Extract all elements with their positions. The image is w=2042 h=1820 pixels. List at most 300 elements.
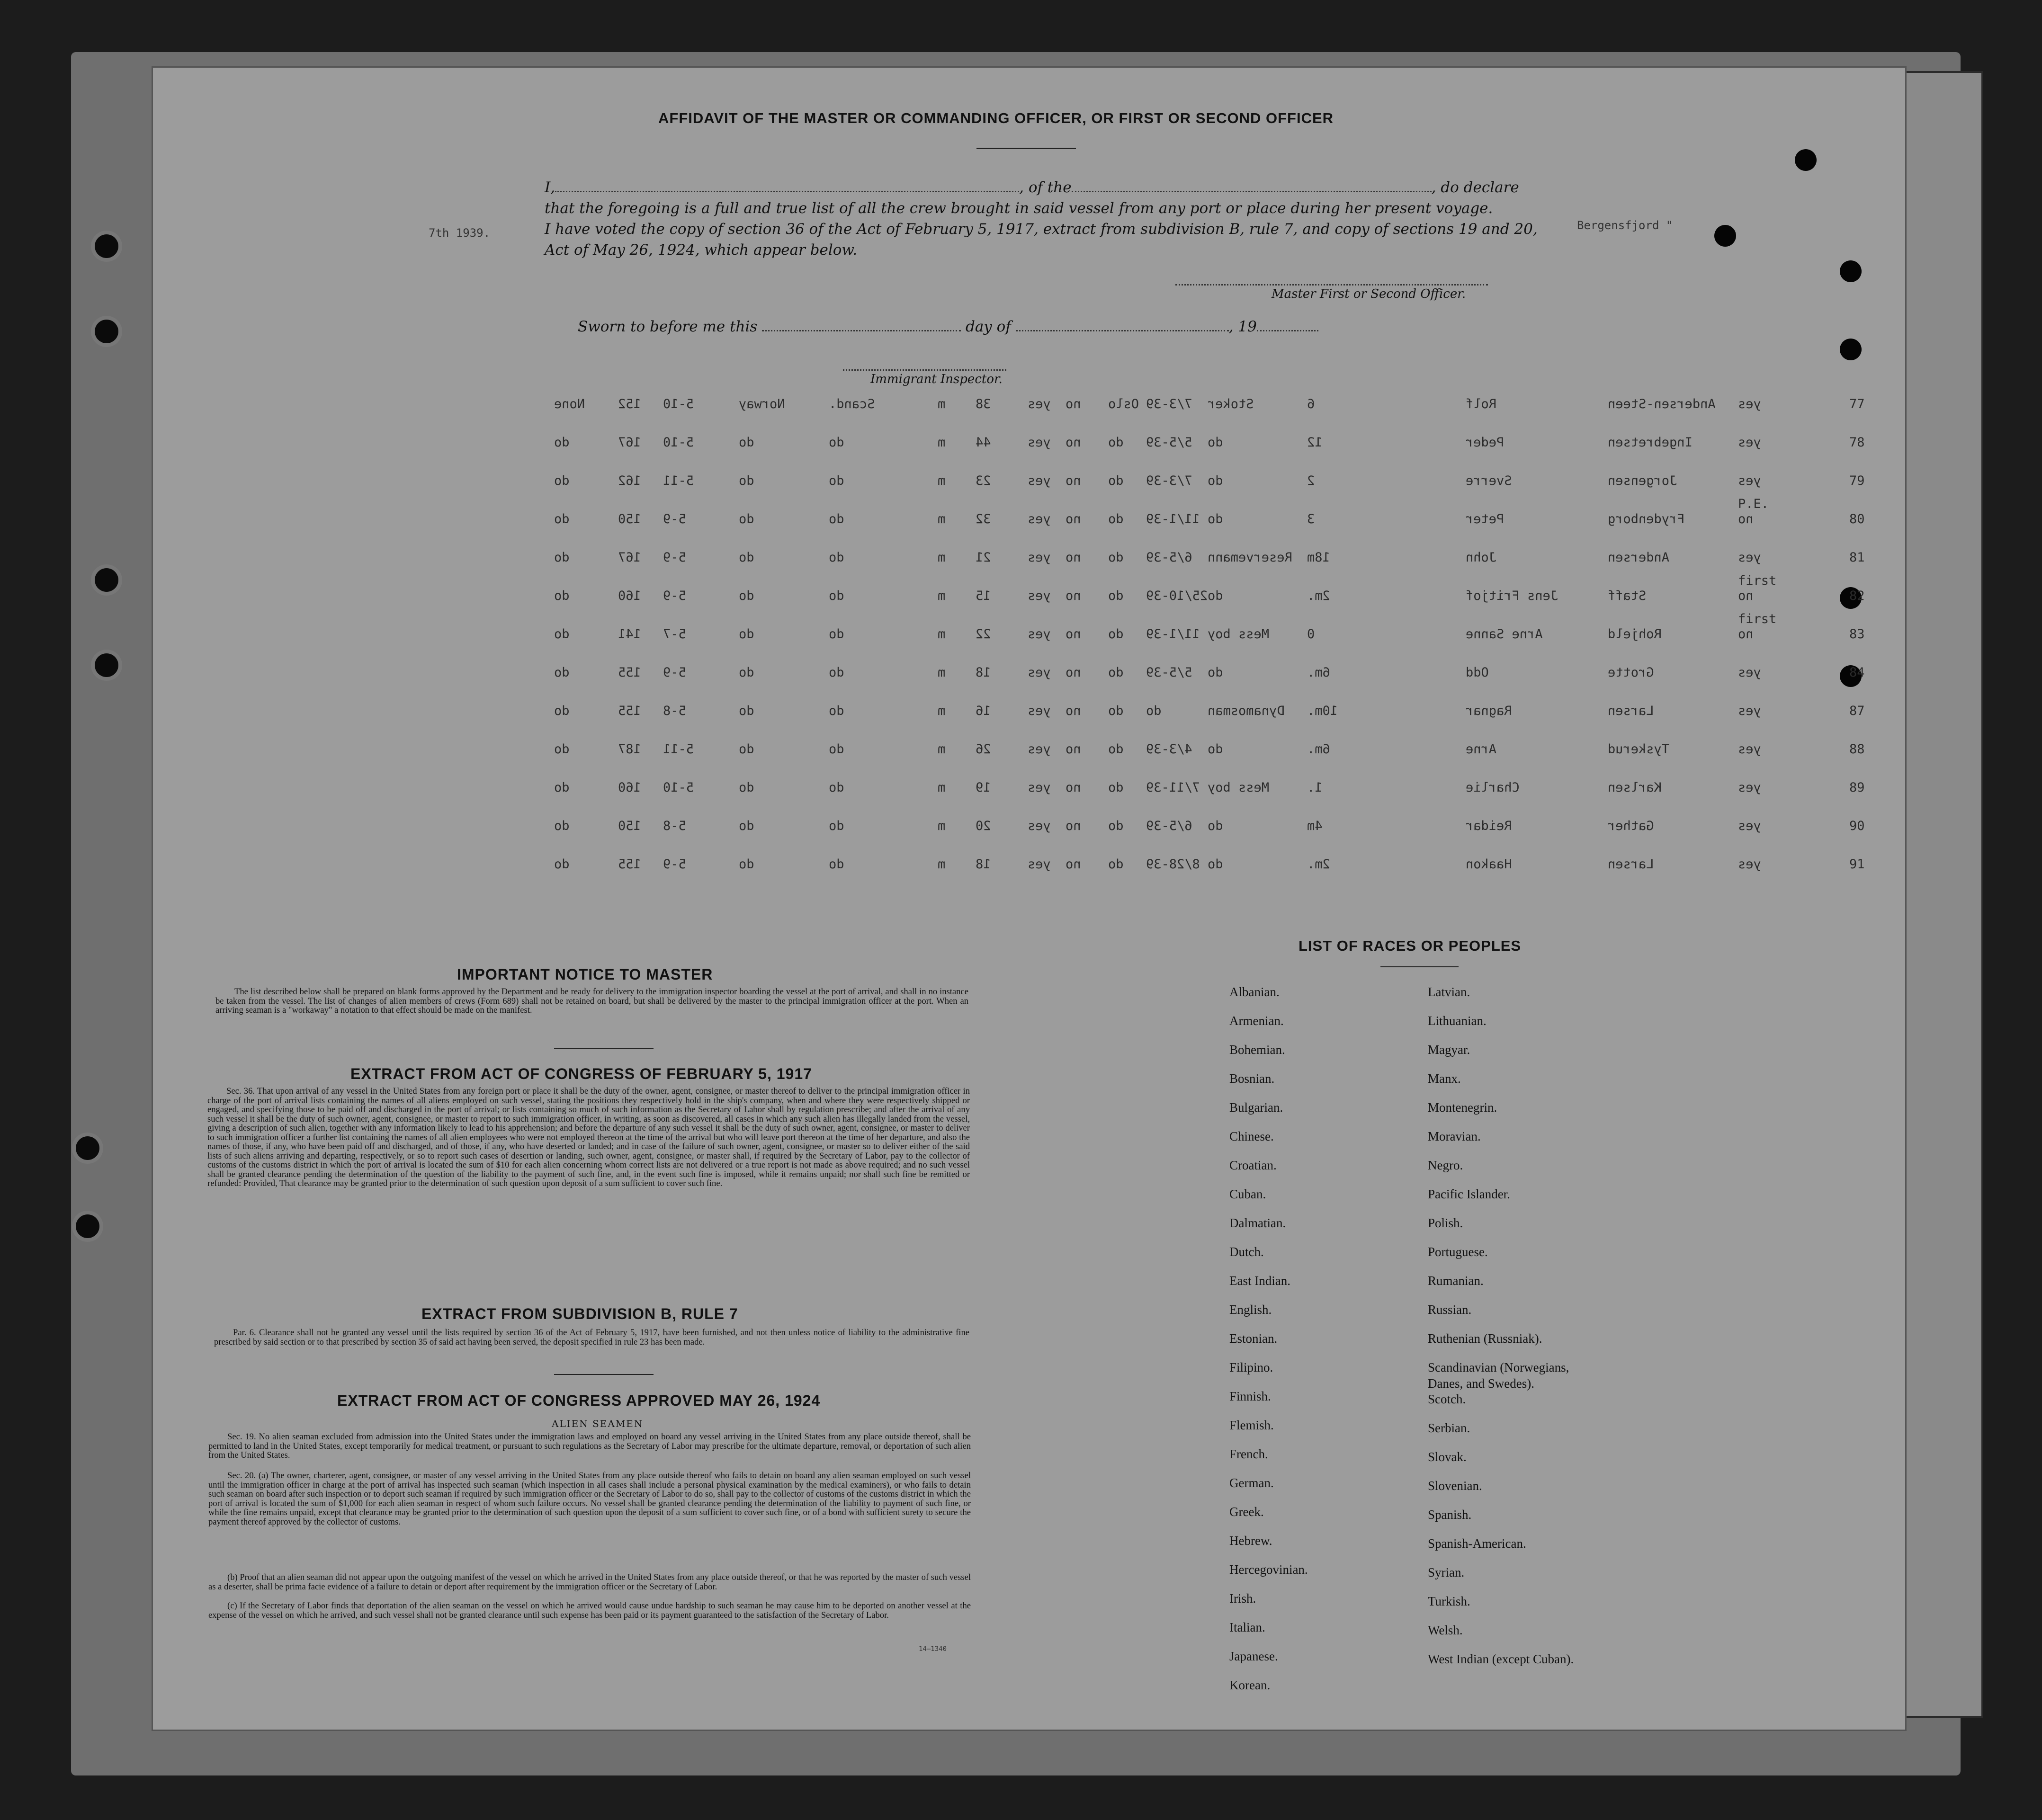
manifest-cell-surname: Karlsen [1608,780,1662,795]
sworn-line: Sworn to before me this day of , 19 [578,316,1383,337]
manifest-cell-wt: 150 [618,512,641,526]
manifest-cell-port: do [1108,819,1124,833]
manifest-cell-race: do [829,473,844,488]
alien-seamen-subtitle: ALIEN SEAMEN [552,1418,644,1429]
manifest-cell-cap: do [1208,435,1223,450]
manifest-cell-ht: 5-8 [663,819,686,833]
manifest-cell-port: do [1108,512,1124,526]
manifest-cell-nat: do [739,742,754,757]
manifest-cell-nat: do [739,435,754,450]
manifest-cell-years: 4m [1307,819,1323,833]
notice-text: The list described below shall be prepared on blank forms approved by the Department and be ready for delivery to the immigration inspector boarding the vessel at the port of arrival, and shall in no instance be taken from the vessel. The list of changes of alien members of crews (Form 689) shall not be retained on board, but shall be delivered by the master to the principal immigration officer at the port. When an arriving seaman is a "workaway" a notation to that effect should be made on the manifest. [215,987,968,1015]
manifest-cell-sex: m [938,589,946,603]
manifest-cell-sex: m [938,742,946,757]
manifest-cell-surname: Rohjeld [1608,627,1662,642]
binder-hole [95,234,118,258]
race-item: Latvian. [1428,985,1470,999]
race-item: Rumanian. [1428,1274,1484,1288]
manifest-cell-age: 18 [976,857,991,872]
manifest-cell-race: do [829,589,844,603]
race-item: Bohemian. [1229,1043,1285,1057]
manifest-cell-nat: do [739,589,754,603]
row-number: 77 [1849,397,1865,411]
manifest-cell-wt: 141 [618,627,641,642]
manifest-cell-race: do [829,665,844,680]
manifest-cell-race: Scand. [829,397,875,411]
manifest-cell-cap: do [1208,742,1223,757]
manifest-cell-years: 2m. [1307,857,1330,872]
manifest-cell-sex: m [938,627,946,642]
race-item: Lithuanian. [1428,1014,1487,1028]
race-item: Armenian. [1229,1014,1284,1028]
manifest-cell-rem: do [554,512,570,526]
divider [1380,966,1459,967]
manifest-cell-date: 8/28-39 [1146,857,1200,872]
manifest-cell-race: do [829,780,844,795]
race-item: Portuguese. [1428,1245,1488,1259]
manifest-cell-age: 19 [976,780,991,795]
manifest-cell-cap: do [1208,819,1223,833]
manifest-cell-race: do [829,512,844,526]
punch-hole [1840,260,1862,282]
race-item: Korean. [1229,1678,1271,1692]
manifest-cell-nat: do [739,780,754,795]
race-item: Albanian. [1229,985,1280,999]
sec19-text: Sec. 19. No alien seaman excluded from admission into the United States under the immigration laws and employed on board any vessel arriving in the United States from any place outside thereof, shall be permitted to land in the United States, except temporarily for medical treatment, or pursuant to such regulations as the Secretary of Labor may prescribe for the ultimate departure, removal, or deportation of such alien from the United States. [208,1432,971,1460]
manifest-cell-given: Haakon [1466,857,1512,872]
manifest-cell-sex: m [938,780,946,795]
form-number: 14—1340 [919,1645,947,1653]
race-item: Flemish. [1229,1418,1274,1432]
manifest-cell-given: Peter [1466,512,1505,526]
manifest-cell-b2: yes [1028,780,1051,795]
manifest-cell-given: Jens Fritjof [1466,589,1558,603]
extract-1917-text: Sec. 36. That upon arrival of any vessel in the United States from any foreign port or place it shall be the duty of the owner, agent, consignee, or master thereof to deliver to the principal immigration officer in charge of the port of arrival lists containing the names of all aliens employed on such vessel, stating the positions they respectively hold in the ship's company, when and where they were respectively shipped or engaged, and specifying those to be paid off and discharged in the port of arrival; or lists containing so much of such information as the Secretary of Labor shall by regulation prescribe; and after the arrival of any such vessel it shall be the duty of such owner, agent, consignee, or master to report to such immigration officer, in writing, as soon as discovered, all cases in which any such alien has illegally landed from the vessel, giving a description of such alien, together with any information likely to lead to his apprehension; and before the departure of any such vessel it shall be the duty of such owner, agent, consignee, or master to deliver to such immigration officer a further list containing the names of all alien employees who were not employed thereon at the time of the arrival but who will leave port thereon at the time of her departure, and also the names of those, if any, who have been paid off and discharged, and of those, if any, who have deserted or landed; and in case of the failure of such owner, agent, consignee, or master so to deliver either of the said lists of such aliens arriving and departing, respectively, or so to report such cases of desertion or landing, such owner, agent, consignee, or master shall, if required by the Secretary of Labor, pay to the collector of customs of the customs district in which the port of arrival is located the sum of $10 for each alien concerning whom correct lists are not delivered or a true report is not made as above required; and no such vessel shall be granted clearance pending the determination of the question of the liability to the payment of such fine, and, in the event such fine is imposed, while it remains unpaid; nor shall such fine be remitted or refunded: Provided, That clearance may be granted prior to the determination of such question upon deposit of a sum sufficient to cover such fine. [207,1086,970,1188]
manifest-cell-b2: yes [1028,627,1051,642]
race-item: Moravian. [1428,1129,1481,1143]
manifest-cell-wt: 155 [618,665,641,680]
manifest-cell-nat: do [739,627,754,642]
binder-hole [95,653,118,677]
manifest-cell-b1: no [1066,780,1081,795]
manifest-cell-years: 6m. [1307,665,1330,680]
manifest-cell-port: do [1108,550,1124,565]
manifest-cell-rem: do [554,665,570,680]
manifest-cell-c1: no [1738,512,1754,526]
manifest-cell-age: 15 [976,589,991,603]
race-item: Russian. [1428,1303,1472,1317]
race-item: Italian. [1229,1620,1265,1634]
manifest-cell-years: 1. [1307,780,1323,795]
manifest-cell-wt: 162 [618,473,641,488]
manifest-cell-b1: no [1066,704,1081,718]
divider [554,1048,654,1049]
declaration-text: Act of May 26, 1924, which appear below. [545,241,858,259]
manifest-cell-b2: yes [1028,819,1051,833]
manifest-cell-wt: 167 [618,435,641,450]
manifest-cell-ht: 5-9 [663,550,686,565]
manifest-cell-rem: do [554,627,570,642]
manifest-cell-wt: 155 [618,857,641,872]
manifest-cell-race: do [829,704,844,718]
manifest-cell-race: do [829,435,844,450]
manifest-cell-age: 32 [976,512,991,526]
race-item: Greek. [1229,1505,1264,1519]
race-item: Slovenian. [1428,1479,1482,1493]
manifest-cell-cap: Mess boy [1208,780,1270,795]
race-item: Montenegrin. [1428,1100,1497,1115]
manifest-cell-years: 10m. [1307,704,1338,718]
manifest-cell-surname: Larsen [1608,857,1654,872]
race-item: Scotch. [1428,1392,1466,1406]
manifest-cell-given: Ragnar [1466,704,1512,718]
manifest-cell-b1: no [1066,857,1081,872]
manifest-cell-cap: do [1208,473,1223,488]
manifest-cell-age: 23 [976,473,991,488]
manifest-cell-years: 2 [1307,473,1315,488]
manifest-cell-b1: no [1066,473,1081,488]
manifest-cell-b2: yes [1028,397,1051,411]
manifest-cell-given: Peder [1466,435,1505,450]
row-number: 82 [1849,589,1865,603]
manifest-cell-years: 0 [1307,627,1315,642]
punch-hole [1795,149,1817,171]
race-item: Scandinavian (Norwegians, [1428,1360,1569,1374]
race-item: Bosnian. [1229,1071,1275,1086]
manifest-cell-b1: no [1066,589,1081,603]
manifest-cell-surname: Andersen [1608,550,1670,565]
manifest-cell-date: 11/1-39 [1146,627,1200,642]
manifest-cell-years: 18m [1307,550,1330,565]
rule7-title: EXTRACT FROM SUBDIVISION B, RULE 7 [421,1305,738,1322]
manifest-cell-rem: do [554,473,570,488]
manifest-cell-given: John [1466,550,1497,565]
manifest-cell-years: 2m. [1307,589,1330,603]
manifest-cell-race: do [829,819,844,833]
row-number: 83 [1849,627,1865,642]
manifest-cell-wt: 155 [618,704,641,718]
manifest-cell-sex: m [938,857,946,872]
race-item: Spanish. [1428,1508,1472,1522]
manifest-cell-sex: m [938,819,946,833]
race-item: West Indian (except Cuban). [1428,1652,1574,1666]
row-number: 87 [1849,704,1865,718]
manifest-cell-surname: Larsen [1608,704,1654,718]
declaration-line: I, , of the , do declare [545,179,1519,196]
manifest-cell-surname: Grotte [1608,665,1654,680]
manifest-cell-sex: m [938,665,946,680]
manifest-cell-nat: do [739,550,754,565]
manifest-cell-cap: Reservemann [1208,550,1292,565]
manifest-cell-port: do [1108,742,1124,757]
manifest-cell-b2: yes [1028,435,1051,450]
divider [976,148,1076,149]
manifest-cell-surname: Ingebretsen [1608,435,1693,450]
manifest-cell-surname: Jorgensen [1608,473,1677,488]
manifest-cell-date: 6/5-39 [1146,550,1192,565]
manifest-cell-cap: do [1208,857,1223,872]
declaration-text: that the foregoing is a full and true list of all the crew brought in said vessel from any port or place during her present voyage. [545,200,1493,217]
manifest-cell-wt: 150 [618,819,641,833]
manifest-cell-race: do [829,550,844,565]
row-number: 78 [1849,435,1865,450]
manifest-cell-ht: 5-10 [663,780,694,795]
manifest-cell-given: Sverre [1466,473,1512,488]
manifest-cell-surname: Gather [1608,819,1654,833]
manifest-cell-c1: no [1738,589,1754,603]
manifest-cell-port: do [1108,704,1124,718]
manifest-cell-years: 12 [1307,435,1323,450]
manifest-cell-rem: do [554,819,570,833]
race-item: Syrian. [1428,1565,1465,1579]
manifest-cell-b2: yes [1028,704,1051,718]
manifest-cell-date: 5/5-39 [1146,665,1192,680]
manifest-cell-given: Arne [1466,742,1497,757]
date-stamp: 7th 1939. [429,226,491,240]
manifest-cell-c1: yes [1738,397,1761,411]
manifest-cell-sex: m [938,435,946,450]
manifest-note: P.E. [1738,497,1769,511]
manifest-cell-cap: do [1208,512,1223,526]
manifest-cell-nat: do [739,473,754,488]
sec20a-text: Sec. 20. (a) The owner, charterer, agent, consignee, or master of any vessel arriving in the United States from any place outside thereof who fails to detain on board any alien seaman employed on such vessel until the immigration officer in charge at the port of arrival has inspected such seaman (which inspection in all cases shall include a personal physical examination by the medical examiners), or who fails to detain such seaman on board after such inspection or to deport such seaman if required by such immigration officer or the Secretary of Labor to do so, shall pay to the collector of customs of the customs district in which the port of arrival is located the sum of $1,000 for each alien seaman in respect of whom such failure occurs. No vessel shall be granted clearance pending the determination of the liability to payment of such fine, or while the fine remains unpaid, except that clearance may be granted prior to the determination of such question upon the deposit of a sum sufficient to cover such fine, or of a bond with sufficient surety to secure the payment thereof approved by the collector of customs. [208,1471,971,1527]
punch-hole [1840,339,1862,360]
ship-stamp: Bergensfjord " [1577,219,1673,232]
sec20c-text: (c) If the Secretary of Labor finds that deportation of the alien seaman on the vessel on which he arrived would cause undue hardship to such seaman he may cause him to be deported on another vessel at the expense of the vessel on which he arrived, and such vessel shall not be granted clearance until such expense has been paid or its payment guaranteed to the satisfaction of the Secretary of Labor. [208,1601,971,1620]
row-number: 84 [1849,665,1865,680]
manifest-cell-years: 3 [1307,512,1315,526]
row-number: 89 [1849,780,1865,795]
manifest-note: first [1738,573,1777,588]
binder-hole [76,1136,99,1160]
declaration-text: I have voted the copy of section 36 of the Act of February 5, 1917, extract from subdivision B, rule 7, and copy of sections 19 and 20, [545,221,1538,238]
race-item: Pacific Islander. [1428,1187,1510,1201]
manifest-cell-b2: yes [1028,550,1051,565]
race-item: English. [1229,1303,1272,1317]
manifest-cell-rem: do [554,435,570,450]
race-item: Japanese. [1229,1649,1278,1663]
manifest-cell-nat: do [739,857,754,872]
manifest-cell-b1: no [1066,550,1081,565]
manifest-cell-wt: 160 [618,780,641,795]
manifest-cell-b2: yes [1028,857,1051,872]
manifest-cell-nat: do [739,819,754,833]
row-number: 81 [1849,550,1865,565]
race-item: Polish. [1428,1216,1463,1230]
manifest-cell-c1: yes [1738,819,1761,833]
manifest-cell-c1: yes [1738,665,1761,680]
race-item: Hercegovinian. [1229,1562,1308,1577]
manifest-cell-port: do [1108,857,1124,872]
manifest-cell-b2: yes [1028,589,1051,603]
manifest-cell-given: Odd [1466,665,1489,680]
race-item: Hebrew. [1229,1534,1272,1548]
manifest-cell-surname: Staff [1608,589,1647,603]
race-item: Cuban. [1229,1187,1266,1201]
manifest-cell-sex: m [938,397,946,411]
manifest-cell-b2: yes [1028,473,1051,488]
manifest-cell-rem: None [554,397,585,411]
sec20b-text: (b) Proof that an alien seaman did not appear upon the outgoing manifest of the vessel on which he arrived in the United States from any place outside thereof, or that he was reported by the master of such vessel as a deserter, shall be prima facie evidence of a failure to detain or deport after requirement by the immigration officer or the Secretary of Labor. [208,1572,971,1592]
manifest-cell-sex: m [938,704,946,718]
manifest-cell-port: do [1108,435,1124,450]
manifest-cell-ht: 5-11 [663,742,694,757]
manifest-cell-ht: 5-7 [663,627,686,642]
race-item: Finnish. [1229,1389,1271,1403]
signature-line [1175,284,1488,285]
manifest-note: first [1738,612,1777,626]
manifest-cell-given: Rolf [1466,397,1497,411]
manifest-cell-wt: 167 [618,550,641,565]
race-item: East Indian. [1229,1274,1290,1288]
manifest-cell-ht: 5-11 [663,473,694,488]
manifest-cell-wt: 152 [618,397,641,411]
manifest-cell-rem: do [554,780,570,795]
manifest-cell-ht: 5-8 [663,704,686,718]
binder-hole [95,568,118,592]
manifest-cell-date: 4/3-39 [1146,742,1192,757]
manifest-cell-race: do [829,627,844,642]
race-item: Dutch. [1229,1245,1264,1259]
manifest-cell-nat: do [739,704,754,718]
manifest-cell-c1: yes [1738,704,1761,718]
manifest-cell-date: 11/1-39 [1146,512,1200,526]
manifest-cell-years: 6m. [1307,742,1330,757]
manifest-cell-rem: do [554,857,570,872]
manifest-cell-cap: Dynamosman [1208,704,1285,718]
race-item: Slovak. [1428,1450,1467,1464]
race-item: Manx. [1428,1071,1461,1086]
master-label: Master First or Second Officer. [1272,287,1466,301]
manifest-cell-b1: no [1066,397,1081,411]
manifest-cell-ht: 5-9 [663,589,686,603]
race-item: Filipino. [1229,1360,1273,1374]
race-item: Irish. [1229,1591,1256,1606]
manifest-cell-b1: no [1066,665,1081,680]
manifest-cell-ht: 5-9 [663,512,686,526]
manifest-cell-port: do [1108,473,1124,488]
manifest-cell-c1: yes [1738,780,1761,795]
race-item: Turkish. [1428,1594,1470,1608]
row-number: 91 [1849,857,1865,872]
manifest-cell-cap: do [1208,665,1223,680]
race-item: Spanish-American. [1428,1536,1526,1551]
rule7-text: Par. 6. Clearance shall not be granted any vessel until the lists required by section 36 of the Act of February 5, 1917, have been furnished, and not then unless notice of liability to the administrative fine prescribed by said section or to that prescribed by section 35 of said act having been served, the deposit specified in rule 23 has been made. [214,1328,969,1347]
extract-1917-title: EXTRACT FROM ACT OF CONGRESS OF FEBRUARY 5, 1917 [350,1065,812,1082]
manifest-cell-ht: 5-10 [663,397,694,411]
manifest-cell-cap: Mess boy [1208,627,1270,642]
manifest-cell-c1: yes [1738,473,1761,488]
manifest-cell-rem: do [554,704,570,718]
race-item: Negro. [1428,1158,1463,1172]
inspector-label: Immigrant Inspector. [870,372,1003,386]
extract-1924-title: EXTRACT FROM ACT OF CONGRESS APPROVED MAY 26, 1924 [337,1392,821,1409]
manifest-cell-date: 7/3-39 [1146,473,1192,488]
manifest-cell-race: do [829,857,844,872]
race-item: Danes, and Swedes). [1428,1376,1534,1391]
race-item: Magyar. [1428,1043,1470,1057]
manifest-cell-age: 44 [976,435,991,450]
binder-hole [95,320,118,343]
manifest-cell-cap: do [1208,589,1223,603]
manifest-cell-age: 18 [976,665,991,680]
manifest-cell-port: Oslo [1108,397,1139,411]
manifest-cell-b1: no [1066,742,1081,757]
manifest-cell-wt: 187 [618,742,641,757]
manifest-cell-nat: do [739,512,754,526]
manifest-cell-given: Arne Sanne [1466,627,1543,642]
manifest-cell-port: do [1108,589,1124,603]
race-item: Chinese. [1229,1129,1274,1143]
manifest-cell-age: 21 [976,550,991,565]
manifest-cell-date: 25/10-39 [1146,589,1208,603]
manifest-cell-rem: do [554,742,570,757]
manifest-cell-surname: Tyskerud [1608,742,1670,757]
race-item: German. [1229,1476,1274,1490]
manifest-cell-cap: Stoker [1208,397,1254,411]
manifest-cell-sex: m [938,550,946,565]
manifest-cell-sex: m [938,473,946,488]
race-item: Croatian. [1229,1158,1277,1172]
manifest-cell-c1: no [1738,627,1754,642]
manifest-cell-date: 7/11-39 [1146,780,1200,795]
manifest-cell-surname: Frydenborg [1608,512,1685,526]
manifest-cell-c1: yes [1738,742,1761,757]
manifest-cell-b2: yes [1028,742,1051,757]
manifest-cell-age: 20 [976,819,991,833]
manifest-cell-c1: yes [1738,857,1761,872]
race-item: Welsh. [1428,1623,1463,1637]
manifest-cell-rem: do [554,550,570,565]
binder-hole [76,1214,99,1238]
manifest-cell-date: 7/3-39 [1146,397,1192,411]
manifest-cell-date: 6/5-39 [1146,819,1192,833]
notice-title: IMPORTANT NOTICE TO MASTER [457,966,713,983]
manifest-cell-age: 16 [976,704,991,718]
manifest-cell-b1: no [1066,512,1081,526]
manifest-cell-race: do [829,742,844,757]
manifest-cell-b2: yes [1028,512,1051,526]
manifest-cell-given: Charlie [1466,780,1520,795]
manifest-cell-date: 5/5-39 [1146,435,1192,450]
manifest-cell-port: do [1108,665,1124,680]
manifest-cell-surname: Andersen-Steen [1608,397,1716,411]
race-item: Bulgarian. [1229,1100,1283,1115]
affidavit-title: AFFIDAVIT OF THE MASTER OR COMMANDING OFFICER, OR FIRST OR SECOND OFFICER [658,110,1334,126]
manifest-cell-years: 6 [1307,397,1315,411]
races-title: LIST OF RACES OR PEOPLES [1299,937,1522,954]
manifest-cell-age: 38 [976,397,991,411]
manifest-cell-port: do [1108,627,1124,642]
manifest-cell-date: do [1146,704,1162,718]
manifest-cell-given: Reidar [1466,819,1512,833]
manifest-cell-wt: 160 [618,589,641,603]
row-number: 79 [1849,473,1865,488]
manifest-cell-b1: no [1066,627,1081,642]
manifest-cell-ht: 5-9 [663,857,686,872]
manifest-cell-age: 26 [976,742,991,757]
inspector-line [843,369,1006,371]
manifest-cell-port: do [1108,780,1124,795]
manifest-cell-nat: do [739,665,754,680]
race-item: French. [1229,1447,1268,1461]
race-item: Serbian. [1428,1421,1470,1435]
row-number: 88 [1849,742,1865,757]
race-item: Estonian. [1229,1331,1278,1346]
manifest-cell-b2: yes [1028,665,1051,680]
manifest-cell-rem: do [554,589,570,603]
manifest-cell-age: 22 [976,627,991,642]
